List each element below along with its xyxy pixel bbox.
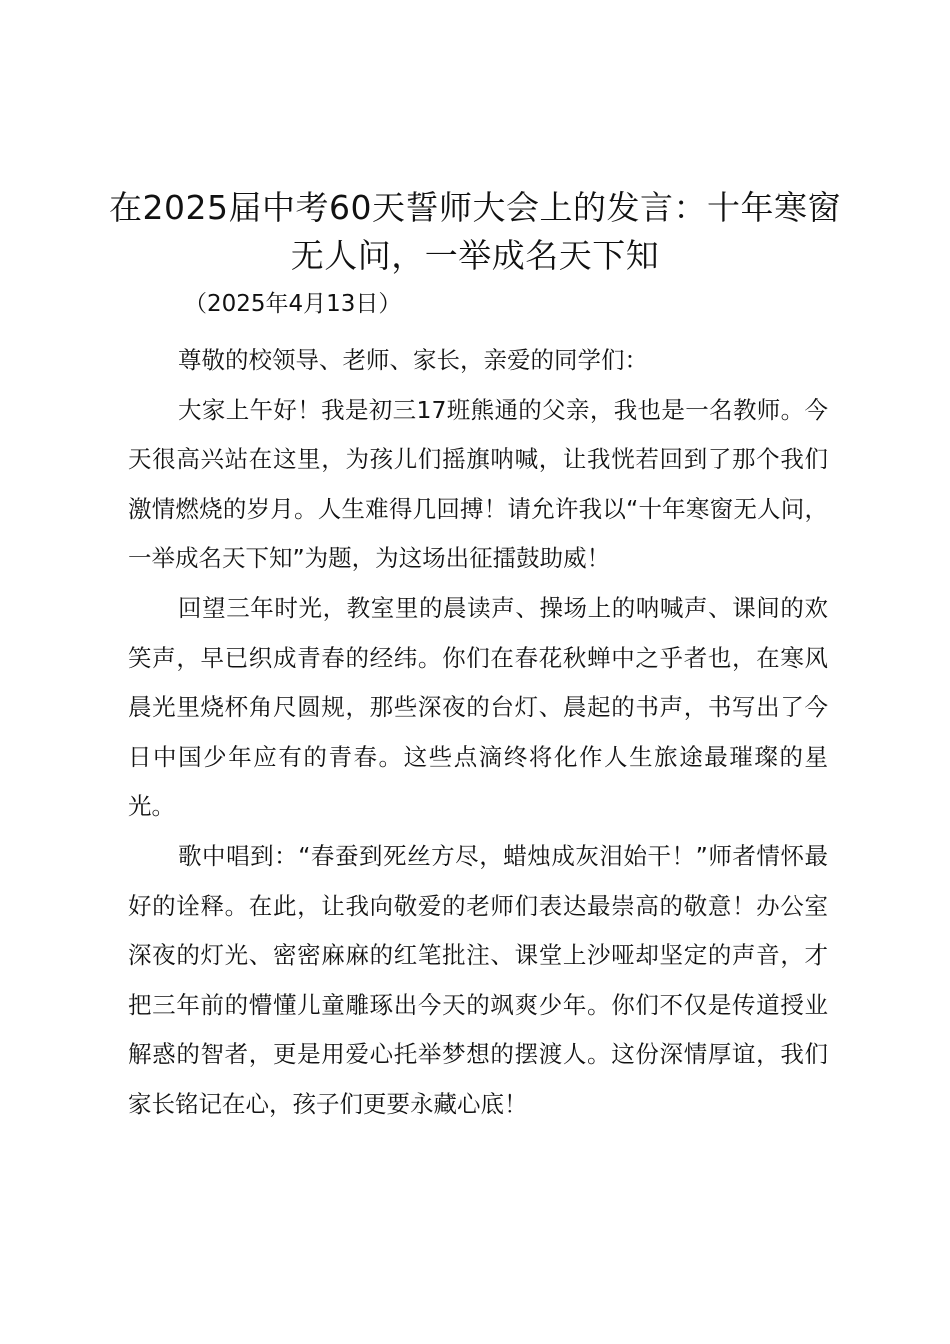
body-paragraph: 回望三年时光，教室里的晨读声、操场上的呐喊声、课间的欢笑声，早已织成青春的经纬。你们在春花秋蝉中之乎者也，在寒风晨光里烧杯角尺圆规，那些深夜的台灯、晨起的书声，书写出了今日中国少年应有的青春。这些点滴终将化作人生旅途最璀璨的星光。	[128, 593, 828, 821]
document-title: 在2025届中考60天誓师大会上的发言：十年寒窗无人问，一举成名天下知	[109, 188, 841, 275]
speech-date: （2025年4月13日）	[184, 291, 402, 317]
body-paragraph: 歌中唱到：“春蚕到死丝方尽，蜡烛成灰泪始干！”师者情怀最好的诠释。在此，让我向敬爱的老师们表达最崇高的敬意！办公室深夜的灯光、密密麻麻的红笔批注、课堂上沙哑却坚定的声音，才把三年前的懵懂儿童雕琢出今天的飒爽少年。你们不仅是传道授业解惑的智者，更是用爱心托举梦想的摆渡人。这份深情厚谊，我们家长铭记在心，孩子们更要永藏心底！	[128, 841, 828, 1118]
body-paragraph: 大家上午好！我是初三17班熊通的父亲，我也是一名教师。今天很高兴站在这里，为孩儿们摇旗呐喊，让我恍若回到了那个我们激情燃烧的岁月。人生难得几回搏！请允许我以“十年寒窗无人问，一举成名天下知”为题，为这场出征擂鼓助威！	[128, 395, 828, 573]
salutation-paragraph: 尊敬的校领导、老师、家长，亲爱的同学们：	[178, 346, 648, 374]
document-body	[128, 336, 828, 1130]
